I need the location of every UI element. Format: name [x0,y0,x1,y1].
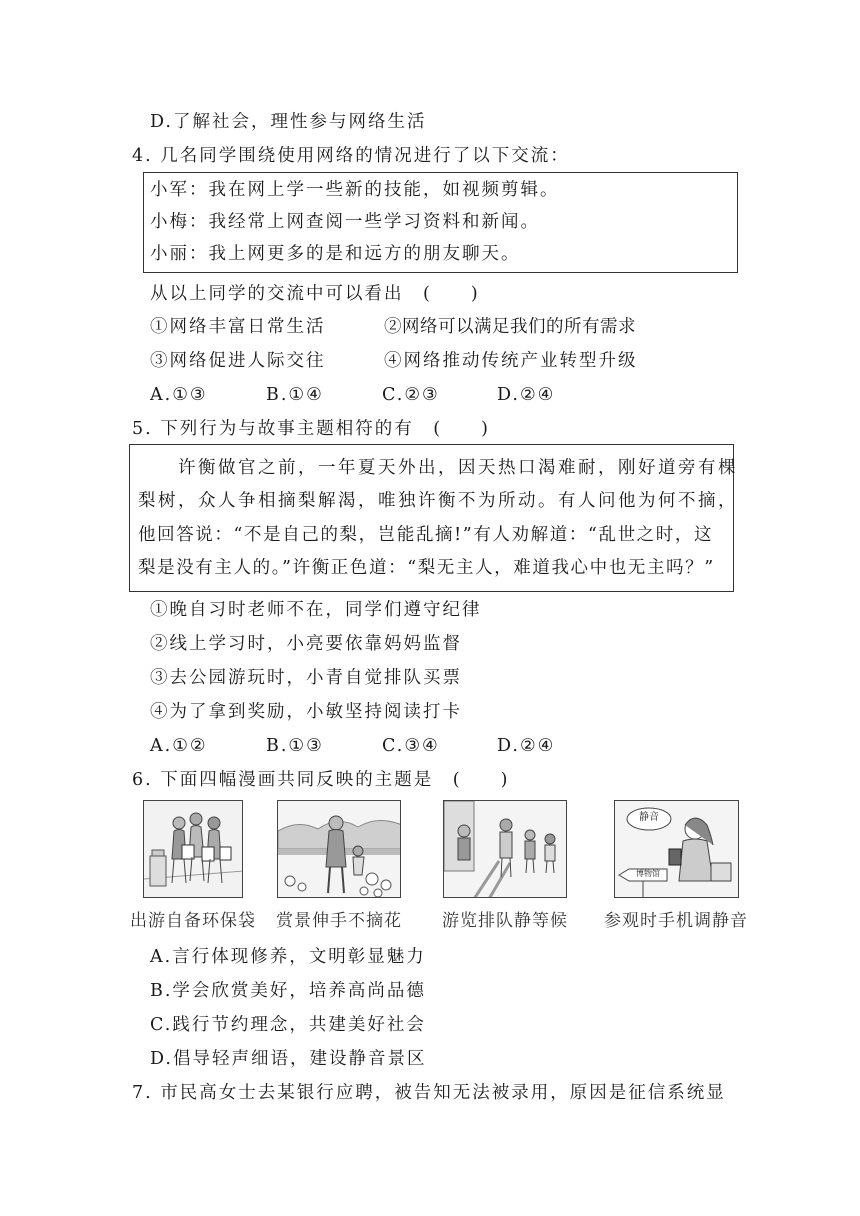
q4-choice-d: D.②④ [497,385,556,405]
q4-statement: ③网络促进人际交往 [150,351,326,371]
comic-caption: 赏景伸手不摘花 [276,911,402,931]
q4-statement: ①网络丰富日常生活 [150,317,326,337]
q4-prompt: 从以上同学的交流中可以看出 ( ) [150,284,480,304]
q6-option-a: A.言行体现修养，文明彰显魅力 [150,947,426,967]
comic-caption: 游览排队静等候 [442,911,568,931]
q5-statement: ①晚自习时老师不在，同学们遵守纪律 [150,600,482,620]
comic-flower-image [277,800,401,898]
q4-choices [150,383,650,407]
q6-option-b: B.学会欣赏美好，培养高尚品德 [150,981,426,1001]
q4-dialogue-line: 小梅：我经常上网查阅一些学习资料和新闻。 [150,212,540,232]
q3-option-d: D.了解社会，理性参与网络生活 [150,112,427,132]
q6-stem: 6. 下面四幅漫画共同反映的主题是 ( ) [132,770,510,790]
q6-option-d: D.倡导轻声细语，建设静音景区 [150,1049,427,1069]
q4-statement: ②网络可以满足我们的所有需求 [384,317,636,337]
q5-choice-a: A.①② [150,736,208,756]
q5-story-line: 梨树，众人争相摘梨解渴，唯独许衡不为所动。有人问他为何不摘， [138,491,738,511]
q4-choice-c: C.②③ [382,385,440,405]
q4-dialogue-line: 小军：我在网上学一些新的技能，如视频剪辑。 [150,180,560,200]
q5-story-line: 梨是没有主人的。”许衡正色道：“梨无主人，难道我心中也无主吗？” [138,558,715,578]
q5-stem: 5. 下列行为与故事主题相符的有 ( ) [132,419,490,439]
comic-eco-bag-image [143,800,243,898]
q4-choice-a: A.①③ [150,385,208,405]
q4-stem: 4. 几名同学围绕使用网络的情况进行了以下交流： [132,146,570,166]
q4-dialogue-box [143,172,738,273]
q5-choice-c: C.③④ [382,736,440,756]
comic-caption: 出游自备环保袋 [130,911,256,931]
q4-statement: ④网络推动传统产业转型升级 [384,351,638,371]
q4-dialogue-line: 小丽：我上网更多的是和远方的朋友聊天。 [150,244,521,264]
q5-story-line: 他回答说：“不是自己的梨，岂能乱摘!”有人劝解道：“乱世之时，这 [138,525,714,545]
q5-statement: ③去公园游玩时，小青自觉排队买票 [150,668,462,688]
q5-choices [150,734,650,758]
q6-option-c: C.践行节约理念，共建美好社会 [150,1015,426,1035]
sign-quiet-text: 静音 [639,812,659,823]
comic-caption: 参观时手机调静音 [604,911,748,931]
q5-story-line: 许衡做官之前，一年夏天外出，因天热口渴难耐，刚好道旁有棵 [138,458,738,478]
q5-statement: ②线上学习时，小亮要依靠妈妈监督 [150,634,462,654]
q5-choice-b: B.①③ [266,736,324,756]
q7-stem: 7. 市民高女士去某银行应聘，被告知无法被录用，原因是征信系统显 [132,1083,726,1103]
comic-queue-image [443,800,567,898]
sign-museum-text: 博物馆 [636,869,660,878]
comic-phone-mute-image [614,800,739,898]
q5-choice-d: D.②④ [497,736,556,756]
q5-story-box [129,444,738,592]
q4-choice-b: B.①④ [266,385,324,405]
q5-statement: ④为了拿到奖励，小敏坚持阅读打卡 [150,702,462,722]
